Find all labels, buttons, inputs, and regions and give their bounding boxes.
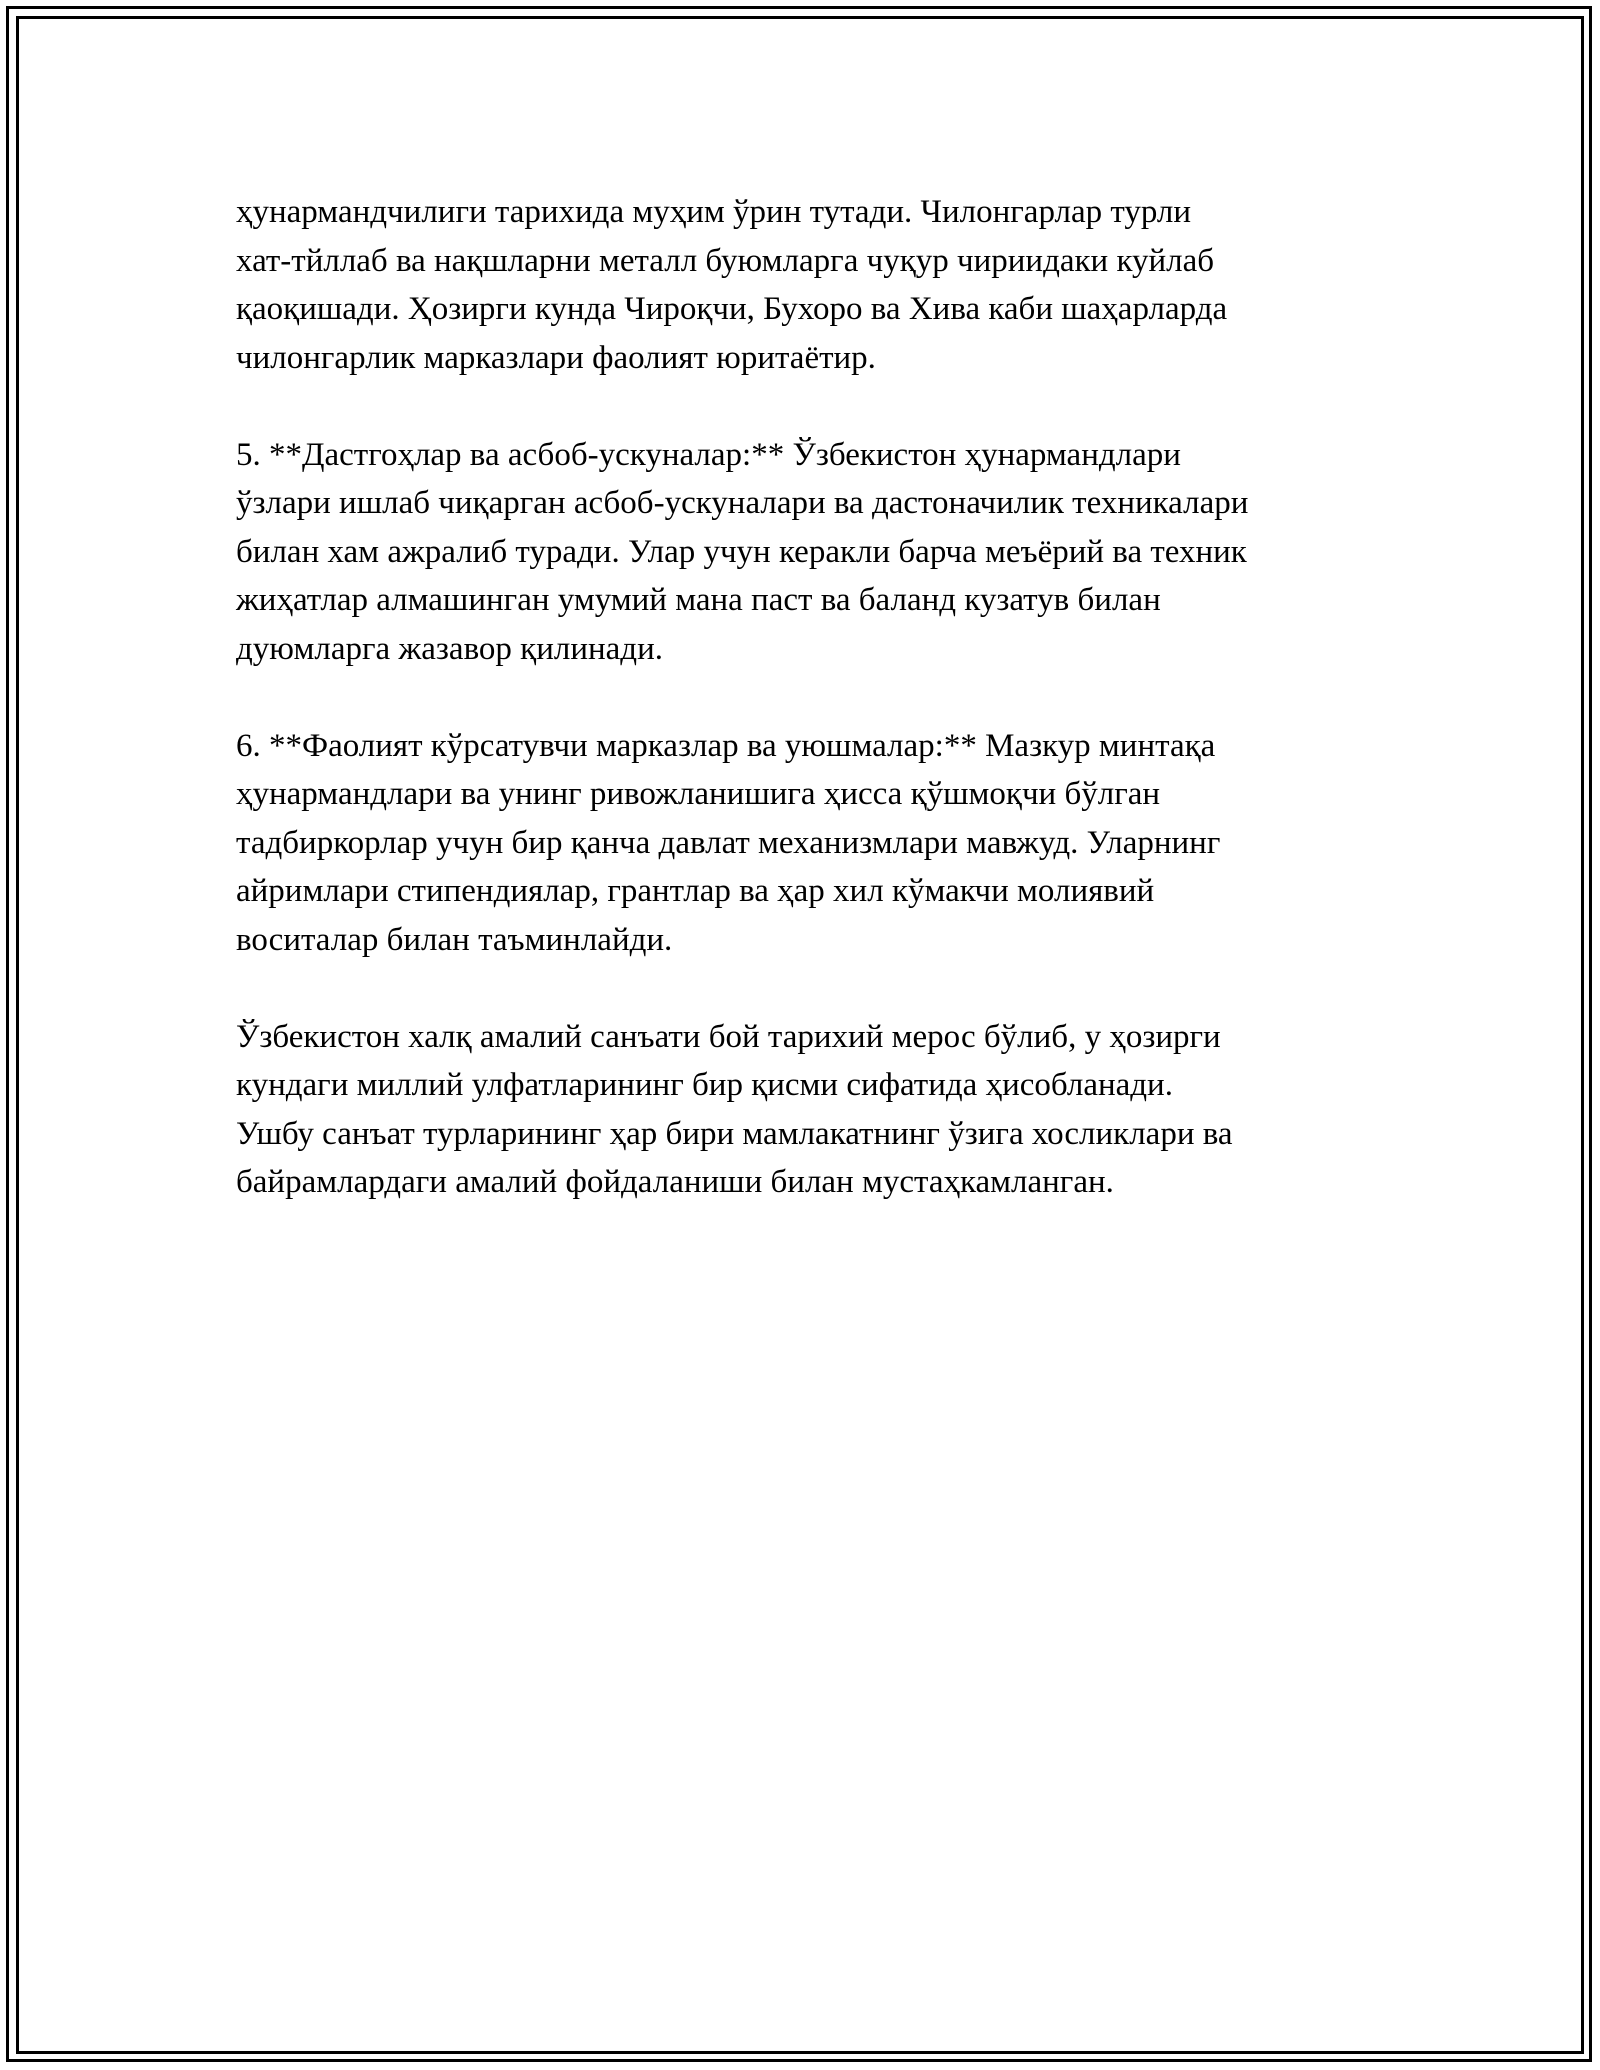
paragraph-metalwork-continuation: ҳунармандчилиги тарихида муҳим ўрин тутади. Чилонгарлар турли хат-тйллаб ва нақшларни металл буюмларга чуқур чириидаки куйлаб қаоқишади. Ҳозирги кунда Чироқчи, Бухоро ва Хива каби шаҳарларда чилонгарлик марказлари фаолият юритаётир. [236, 194, 1228, 376]
paragraph-tools-and-equipment: 5. **Дастгоҳлар ва асбоб-ускуналар:** Ўзбекистон ҳунармандлари ўзлари ишлаб чиқарган асбоб-ускуналари ва дастоначилик техникалари билан хам ажралиб туради. Улар учун керакли барча меъёрий ва техник жиҳатлар алмашинган умумий мана паст ва баланд кузатув билан дуюмларга жазавор қилинади. [236, 436, 1249, 667]
document-body [236, 188, 1386, 1255]
paragraph-conclusion: Ўзбекистон халқ амалий санъати бой тарихий мерос бўлиб, у ҳозирги кундаги миллий улфатларининг бир қисми сифатида ҳисобланади. Ушбу санъат турларининг ҳар бири мамлакатнинг ўзига хосликлари ва байрамлардаги амалий фойдаланиши билан мустаҳкамланган. [236, 1018, 1233, 1200]
paragraph-centers-and-associations: 6. **Фаолият кўрсатувчи марказлар ва уюшмалар:** Мазкур минтақа ҳунармандлари ва унинг ривожланишига ҳисса қўшмоқчи бўлган тадбиркорлар учун бир қанча давлат механизмлари мавжуд. Уларнинг айримлари стипендиялар, грантлар ва ҳар хил кўмакчи молиявий воситалар билан таъминлайди. [236, 727, 1221, 958]
